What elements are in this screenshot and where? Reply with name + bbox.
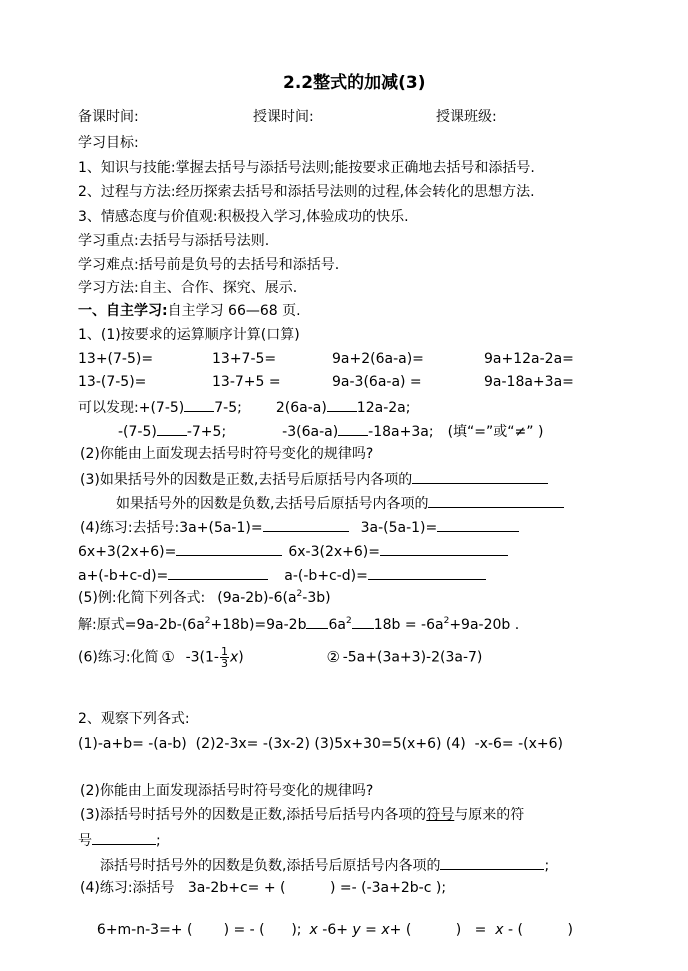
section1-heading bbox=[78, 302, 301, 320]
section1-heading-bold: 一、自主学习: bbox=[78, 303, 168, 319]
blank[interactable] bbox=[263, 517, 349, 532]
q4c-text: 6x+3(2x+6)= bbox=[78, 544, 177, 560]
prep-time-label: 备课时间: bbox=[78, 109, 139, 125]
sol-c: 6a bbox=[328, 617, 346, 633]
var-x: x bbox=[229, 649, 239, 666]
blank[interactable] bbox=[92, 830, 156, 845]
s2-q3-c-end: ; bbox=[156, 833, 161, 849]
difficulty-line: 学习难点:括号前是负号的去括号和添括号. bbox=[78, 257, 340, 273]
methods-line: 学习方法:自主、合作、探究、展示. bbox=[78, 280, 298, 296]
q4b-text: 3a-(5a-1)= bbox=[360, 520, 438, 536]
discover2-c: -3(6a-a) bbox=[282, 424, 339, 440]
q3a-text: (3)如果括号外的因数是正数,去括号后原括号内各项的 bbox=[80, 472, 413, 488]
blank[interactable] bbox=[338, 421, 368, 436]
q2-line: (2)你能由上面发现去括号时符号变化的规律吗? bbox=[80, 446, 374, 462]
goals-heading: 学习目标: bbox=[78, 135, 139, 151]
lecture-time-label: 授课时间: bbox=[253, 109, 314, 125]
s2-q2-line: (2)你能由上面发现添括号时符号变化的规律吗? bbox=[80, 783, 374, 799]
calc-r1c2: 13+7-5= bbox=[212, 351, 277, 367]
discover2-a: -(7-5) bbox=[118, 424, 157, 440]
s2-q3-d-end: ; bbox=[544, 858, 550, 874]
blank[interactable] bbox=[440, 855, 544, 870]
var-x: x bbox=[381, 922, 390, 938]
s2-q4b-a: 6+m-n-3=+ ( ) = - ( ); bbox=[96, 922, 302, 938]
circled-number-2: ② bbox=[326, 647, 340, 666]
class-label: 授课班级: bbox=[436, 109, 497, 125]
var-y: y bbox=[352, 922, 361, 938]
calc-r1c4: 9a+12a-2a= bbox=[484, 351, 574, 367]
circled-number-1: ① bbox=[161, 647, 175, 666]
s2-q3d-line bbox=[100, 855, 549, 875]
q5-text: (5)例:化简下列各式: bbox=[78, 590, 206, 606]
s2-q4-line: (4)练习:添括号 3a-2b+c= + ( ) =- (-3a+2b-c ); bbox=[80, 880, 447, 896]
discover-line-2 bbox=[118, 421, 543, 441]
calc-r1c3: 9a+2(6a-a)= bbox=[332, 351, 424, 367]
exponent: 2 bbox=[296, 589, 303, 599]
discover2-d: -18a+3a; bbox=[368, 424, 434, 440]
discover1-a: 可以发现:+(7-5) bbox=[78, 400, 185, 416]
blank[interactable] bbox=[184, 397, 214, 412]
exponent: 2 bbox=[204, 616, 211, 626]
sol-b: +18b)=9a-2b bbox=[210, 617, 307, 633]
sol-e: +9a-20b . bbox=[449, 617, 520, 633]
q4e-text: a+(-b+c-d)= bbox=[78, 568, 169, 584]
calc-r1c1: 13+(7-5)= bbox=[78, 351, 154, 367]
q4d-text: 6x-3(2x+6)= bbox=[288, 544, 380, 560]
calc-r2c2: 13-7+5 = bbox=[212, 374, 281, 390]
blank[interactable] bbox=[157, 421, 187, 436]
blank[interactable] bbox=[412, 469, 548, 484]
fraction-numerator: 1 bbox=[220, 645, 228, 658]
s2-q3-c: 号 bbox=[78, 833, 92, 849]
discover1-d: 12a-2a; bbox=[356, 400, 411, 416]
discover2-b: -7+5; bbox=[186, 424, 227, 440]
q4e-line bbox=[78, 565, 486, 585]
goal-2: 2、过程与方法:经历探索去括号和添括号法则的过程,体会转化的思想方法. bbox=[78, 184, 535, 200]
q3a-line bbox=[80, 469, 548, 489]
exponent: 2 bbox=[443, 616, 450, 626]
q4-line bbox=[80, 517, 519, 537]
blank[interactable] bbox=[327, 397, 357, 412]
q4f-text: a-(-b+c-d)= bbox=[284, 568, 368, 584]
calc-r2c1: 13-(7-5)= bbox=[78, 374, 147, 390]
goal-1: 1、知识与技能:掌握去括号与添括号法则;能按要求正确地去括号和添括号. bbox=[78, 160, 535, 176]
q6-text: (6)练习:化简 bbox=[78, 649, 159, 666]
calc-r2c3: 9a-3(6a-a) = bbox=[332, 374, 422, 390]
section1-heading-rest: 自主学习 66—68 页. bbox=[167, 303, 301, 319]
section2-items: (1)-a+b= -(a-b) (2)2-3x= -(3x-2) (3)5x+30=5(x+6) (4) -x-6= -(x+6) bbox=[78, 736, 564, 752]
s2-q3-a: (3)添括号时括号外的因数是正数,添括号后括号内各项的 bbox=[80, 807, 427, 823]
q6-expr1-c: ) bbox=[238, 649, 244, 666]
discover1-c: 2(6a-a) bbox=[275, 400, 327, 416]
q3b-text: 如果括号外的因数是负数,去括号后原括号内各项的 bbox=[116, 496, 429, 512]
q1-title: 1、(1)按要求的运算顺序计算(口算) bbox=[78, 327, 300, 343]
q4c-line bbox=[78, 541, 508, 561]
exponent: 2 bbox=[345, 616, 352, 626]
q6-line bbox=[78, 646, 482, 669]
sol-d: 18b = -6a bbox=[373, 617, 444, 633]
s2-q4b-e: = bbox=[360, 922, 382, 938]
blank[interactable] bbox=[176, 541, 282, 556]
calc-r2c4: 9a-18a+3a= bbox=[484, 374, 574, 390]
focus-line: 学习重点:去括号与添括号法则. bbox=[78, 233, 270, 249]
q3b-line bbox=[116, 493, 564, 513]
s2-q3-underlined: 符号 bbox=[426, 807, 455, 823]
blank[interactable] bbox=[380, 541, 508, 556]
var-x: x bbox=[309, 922, 318, 938]
s2-q3-d: 添括号时括号外的因数是负数,添括号后原括号内各项的 bbox=[100, 858, 441, 874]
q5-line bbox=[78, 589, 331, 607]
solution-line bbox=[78, 614, 519, 634]
page-title: 2.2整式的加减(3) bbox=[283, 73, 426, 93]
discover2-e: (填“=”或“≠” ) bbox=[447, 424, 544, 440]
s2-q4b-c: -6+ bbox=[317, 922, 353, 938]
blank[interactable] bbox=[368, 565, 486, 580]
q6-expr1-a: -3(1- bbox=[185, 649, 219, 666]
section2-title: 2、观察下列各式: bbox=[78, 711, 190, 727]
q4-text: (4)练习:去括号:3a+(5a-1)= bbox=[80, 520, 263, 536]
s2-q3-line bbox=[80, 806, 524, 824]
s2-q3c-line bbox=[78, 830, 161, 850]
s2-q4b-i: - ( ) bbox=[503, 922, 573, 938]
q5-expr-b: -3b) bbox=[302, 590, 331, 606]
sol-a: 解:原式=9a-2b-(6a bbox=[78, 617, 205, 633]
fraction bbox=[220, 646, 229, 669]
goal-3: 3、情感态度与价值观:积极投入学习,体验成功的快乐. bbox=[78, 209, 409, 225]
fraction-denominator: 3 bbox=[220, 657, 228, 670]
discover1-b: 7-5; bbox=[214, 400, 242, 416]
s2-q4b-g: + ( ) = bbox=[389, 922, 496, 938]
discover-line-1 bbox=[78, 397, 410, 417]
blank[interactable] bbox=[168, 565, 268, 580]
blank[interactable] bbox=[352, 614, 374, 629]
s2-q3-b: 与原来的符 bbox=[454, 807, 525, 823]
blank[interactable] bbox=[437, 517, 519, 532]
q5-expr-a: (9a-2b)-6(a bbox=[217, 590, 297, 606]
var-x: x bbox=[495, 922, 504, 938]
q6-expr2: -5a+(3a+3)-2(3a-7) bbox=[342, 649, 483, 666]
blank[interactable] bbox=[306, 614, 328, 629]
blank[interactable] bbox=[428, 493, 564, 508]
s2-q4b-line bbox=[88, 903, 573, 939]
